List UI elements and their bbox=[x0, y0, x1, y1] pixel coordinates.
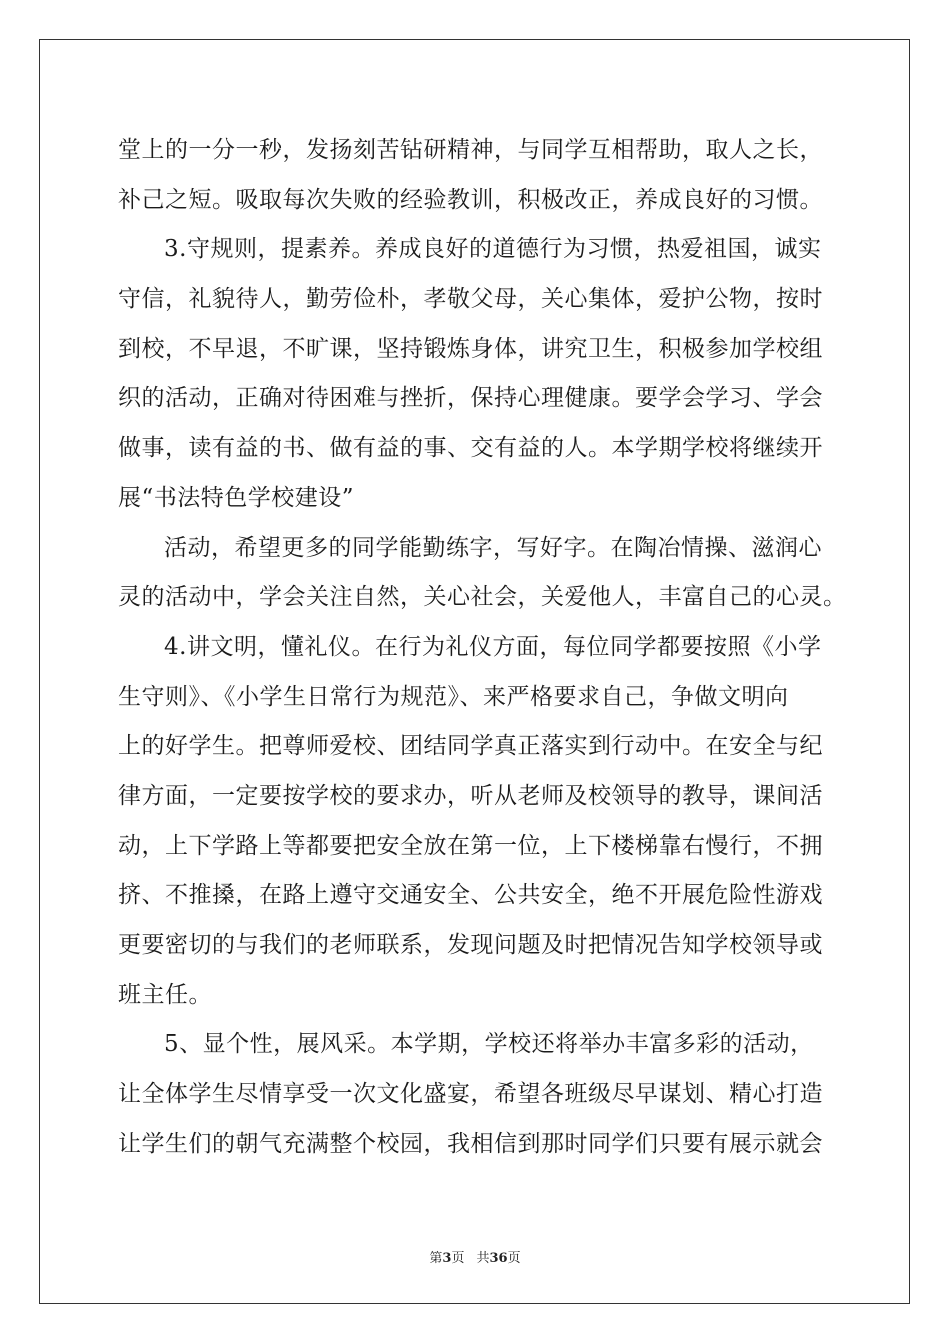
text-line: 3.守规则，提素养。养成良好的道德行为习惯，热爱祖国，诚实 bbox=[164, 236, 822, 263]
text-line: 律方面，一定要按学校的要求办，听从老师及校领导的教导，课间活 bbox=[118, 782, 823, 809]
text-line: 展“书法特色学校建设” bbox=[118, 484, 355, 511]
page-number: 3 bbox=[442, 1251, 452, 1266]
text-line: 让学生们的朝气充满整个校园，我相信到那时同学们只要有展示就会 bbox=[118, 1130, 823, 1157]
page-suffix: 页 bbox=[451, 1251, 465, 1266]
text-line: 让全体学生尽情享受一次文化盛宴，希望各班级尽早谋划、精心打造 bbox=[118, 1081, 823, 1108]
total-prefix: 共 bbox=[476, 1251, 490, 1266]
text-line: 到校，不早退，不旷课，坚持锻炼身体，讲究卫生，积极参加学校组 bbox=[118, 335, 823, 362]
page-footer bbox=[0, 1247, 950, 1266]
document-body bbox=[118, 126, 847, 1169]
text-line: 织的活动，正确对待困难与挫折，保持心理健康。要学会学习、学会 bbox=[118, 385, 823, 412]
text-line: 动，上下学路上等都要把安全放在第一位，上下楼梯靠右慢行，不拥 bbox=[118, 832, 823, 859]
text-line: 补己之短。吸取每次失败的经验教训，积极改正，养成良好的习惯。 bbox=[118, 186, 823, 213]
text-line: 堂上的一分一秒，发扬刻苦钻研精神，与同学互相帮助，取人之长， bbox=[118, 137, 823, 163]
text-line: 灵的活动中，学会关注自然，关心社会，关爱他人，丰富自己的心灵。 bbox=[118, 584, 847, 611]
text-line: 做事，读有益的书、做有益的事、交有益的人。本学期学校将继续开 bbox=[118, 435, 823, 462]
text-line: 5、显个性，展风采。本学期，学校还将举办丰富多彩的活动， bbox=[164, 1031, 814, 1058]
text-line: 班主任。 bbox=[118, 981, 212, 1008]
text-line: 守信，礼貌待人，勤劳俭朴，孝敬父母，关心集体，爱护公物，按时 bbox=[118, 286, 823, 313]
total-pages: 36 bbox=[489, 1251, 508, 1266]
text-line: 活动，希望更多的同学能勤练字，写好字。在陶冶情操、滋润心 bbox=[164, 534, 822, 561]
text-line: 挤、不推搡，在路上遵守交通安全、公共安全，绝不开展危险性游戏 bbox=[118, 882, 823, 909]
text-line: 生守则》、《小学生日常行为规范》、来严格要求自己，争做文明向 bbox=[118, 683, 789, 710]
page-prefix: 第 bbox=[429, 1251, 443, 1266]
text-line: 4.讲文明，懂礼仪。在行为礼仪方面，每位同学都要按照《小学 bbox=[164, 633, 822, 660]
text-line: 更要密切的与我们的老师联系，发现问题及时把情况告知学校领导或 bbox=[118, 932, 823, 958]
total-suffix: 页 bbox=[507, 1251, 521, 1266]
text-line: 上的好学生。把尊师爱校、团结同学真正落实到行动中。在安全与纪 bbox=[118, 733, 823, 760]
